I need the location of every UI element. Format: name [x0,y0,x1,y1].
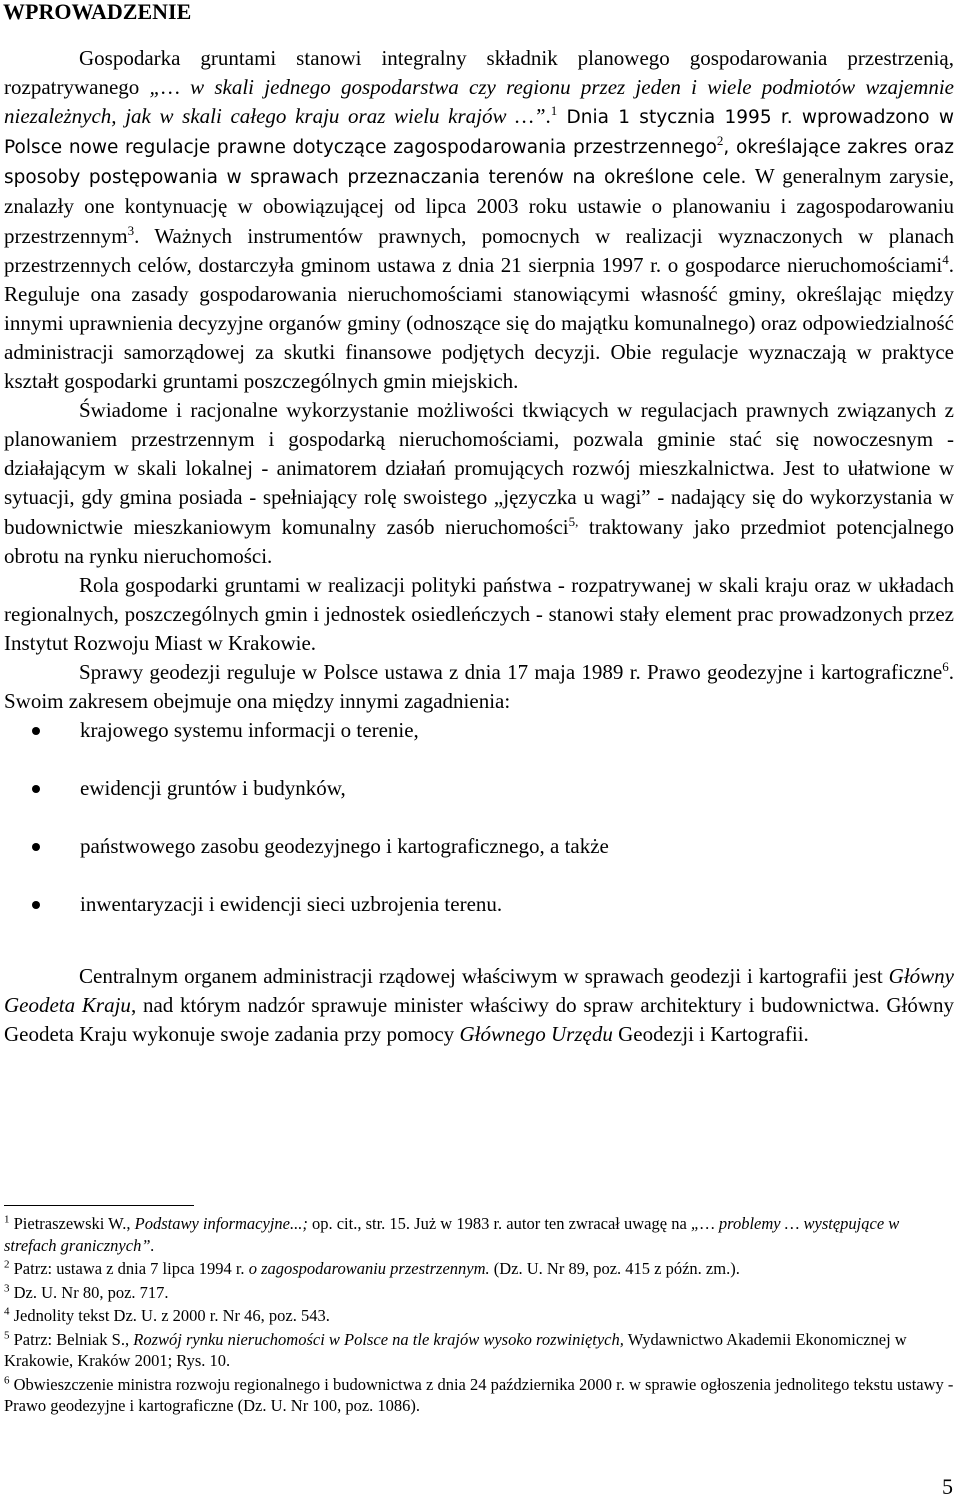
text-span: Centralnym organem administracji rządowej właściwym w sprawach geodezji i kartografii jest [79,964,889,989]
text-span: . [545,104,551,129]
text-span: traktowany jako przedmiot potencjalnego obrotu na rynku nieruchomości. [4,514,954,568]
footnote-ref-3[interactable]: 3 [127,222,135,238]
footnote-3 [4,1282,954,1304]
text-italic: Rozwój rynku nieruchomości w Polsce na tle krajów wysoko rozwiniętych, [133,1329,624,1349]
text-span: Sprawy geodezji reguluje w Polsce ustawa z dnia 17 maja 1989 r. Prawo geodezyjne i kartograficzne [79,659,943,684]
bullet-icon [32,727,40,735]
text-span: Świadome i racjonalne wykorzystanie możliwości tkwiących w regulacjach prawnych związanych z planowaniem przestrzennym i gospodarką nieruchomościami, pozwala gminie stać się nowoczesnym - działającym w skali lokalnej - animatorem działań promujących rozwój mieszkalnictwa. Jest to ułatwione w sytuacji, gdy gmina posiada - spełniający rolę swoistego „języczka u wagi” - nadający się do wykorzystania w budownictwie mieszkaniowym komunalny zasób nieruchomości [4,398,954,539]
body-text [4,44,954,1049]
text-span: , określające zakres oraz sposoby postępowania w sprawach przeznaczania terenów na określone cele. [4,137,955,189]
text-span: Patrz: Belniak S., [9,1329,134,1349]
text-italic: „… problemy … występujące w strefach granicznych”. [4,1214,900,1255]
text-span: (Dz. U. Nr 89, poz. 415 z późn. zm.). [489,1259,740,1278]
paragraph-1 [4,44,954,396]
footnote-number: 5 [4,1329,10,1341]
text-italic: o zagospodarowaniu przestrzennym. [248,1259,490,1278]
footnote-6 [4,1374,954,1417]
bullet-list [4,716,954,948]
text-italic: Podstawy informacyjne...; [134,1214,308,1233]
text-italic: Głównego Urzędu [459,1022,613,1047]
footnote-2 [4,1258,954,1280]
quote-italic: „… w skali jednego gospodarstwa czy regionu przez jeden i wiele podmiotów wzajemnie niezależnych, jak w skali całego kraju oraz wielu krajów …” [4,75,954,129]
text-span: Wydawnictwo Akademii Ekonomicznej w Krakowie, Kraków 2001; Rys. 10. [4,1329,907,1370]
text-span: . Swoim zakresem obejmuje ona między innymi zagadnienia: [4,659,954,714]
text-span: . Ważnych instrumentów prawnych, pomocnych w realizacji wyznaczonych w planach przestrzennych celów, dostarczyła gminom ustawa z dnia 21 sierpnia 1997 r. o gospodarce nieruchomościami [4,223,954,277]
footnote-number: 1 [4,1213,10,1226]
list-item [4,774,954,832]
list-item-text: państwowego zasobu geodezyjnego i kartograficznego, a także [80,834,609,859]
text-span: W generalnym zarysie, znalazły one kontynuację w obowiązującej od lipca 2003 roku ustawie o planowaniu i zagospodarowaniu przestrzennym [4,164,954,248]
footnote-ref-2[interactable]: 2 [716,133,724,149]
text-span: , nad którym nadzór sprawuje minister właściwy do spraw architektury i budownictwa. Główny Geodeta Kraju wykonuje swoje zadania przy pomocy [4,993,955,1047]
paragraph-5 [4,962,954,1049]
footnote-ref-6[interactable]: 6 [942,658,949,674]
text-italic: Główny Geodeta Kraju [4,964,954,1018]
footnote-ref-1[interactable]: 1 [550,103,558,119]
footnote-ref-4[interactable]: 4 [942,251,949,267]
list-item [4,890,954,948]
bullet-icon [32,901,40,909]
list-item [4,832,954,890]
text-span: op. cit., str. 15. Już w 1983 r. autor ten zwracał uwagę na [307,1214,691,1233]
paragraph-3: Rola gospodarki gruntami w realizacji polityki państwa - rozpatrywanej w skali kraju oraz w układach regionalnych, poszczególnych gmin i jednostek osiedleńczych - stanowi stały element prac prowadzonych przez Instytut Rozwoju Miast w Krakowie. [4,572,954,655]
footnote-ref-5[interactable]: 5, [568,513,579,529]
bullet-icon [32,785,40,793]
list-item-text: krajowego systemu informacji o terenie, [80,718,419,743]
footnote-4 [4,1305,954,1327]
paragraph-4 [4,658,954,716]
page-number: 5 [942,1474,953,1499]
footnote-5 [4,1329,954,1372]
text-span: Geodezji i Kartografii. [612,1022,809,1047]
text-span: Gospodarka gruntami stanowi integralny składnik planowego gospodarowania przestrzenią, rozpatrywanego [4,46,954,100]
text-span: . Reguluje ona zasady gospodarowania nieruchomościami stanowiącymi własność gminy, określając między innymi uprawnienia decyzyjne organów gminy (odnoszące się do majątku komunalnego) oraz odpowiedzialność administracji samorządowej za skutki finansowe podjętych decyzji. Obie regulacje wyznaczają w praktyce kształt gospodarki gruntami poszczególnych gmin miejskich. [4,252,954,394]
text-span: Dnia 1 stycznia 1995 r. wprowadzono w Polsce nowe regulacje prawne dotyczące zagospodarowania przestrzennego [4,107,955,159]
footnote-divider [4,1205,194,1206]
paragraph-2 [4,396,954,571]
footnote-number: 4 [4,1305,10,1318]
list-item [4,716,954,774]
text-span: Obwieszczenie ministra rozwoju regionalnego i budownictwa z dnia 24 października 2000 r. w sprawie ogłoszenia jednolitego tekstu ustawy - Prawo geodezyjne i kartograficzne (Dz. U. Nr 100, poz. 1086). [4,1374,954,1415]
text-span: Jednolity tekst Dz. U. z 2000 r. Nr 46, poz. 543. [9,1306,330,1325]
text-span: Pietraszewski W., [9,1214,135,1233]
text-span: Patrz: ustawa z dnia 7 lipca 1994 r. [9,1259,249,1278]
footnote-number: 6 [4,1374,10,1386]
list-item-text: ewidencji gruntów i budynków, [80,776,346,801]
footnote-1 [4,1213,954,1256]
text-span: Dz. U. Nr 80, poz. 717. [9,1282,169,1302]
footnote-number: 2 [4,1258,10,1271]
list-item-text: inwentaryzacji i ewidencji sieci uzbrojenia terenu. [80,892,503,917]
section-heading: WPROWADZENIE [3,0,192,24]
bullet-icon [32,843,40,851]
footnotes [4,1213,954,1419]
footnote-number: 3 [4,1282,10,1294]
